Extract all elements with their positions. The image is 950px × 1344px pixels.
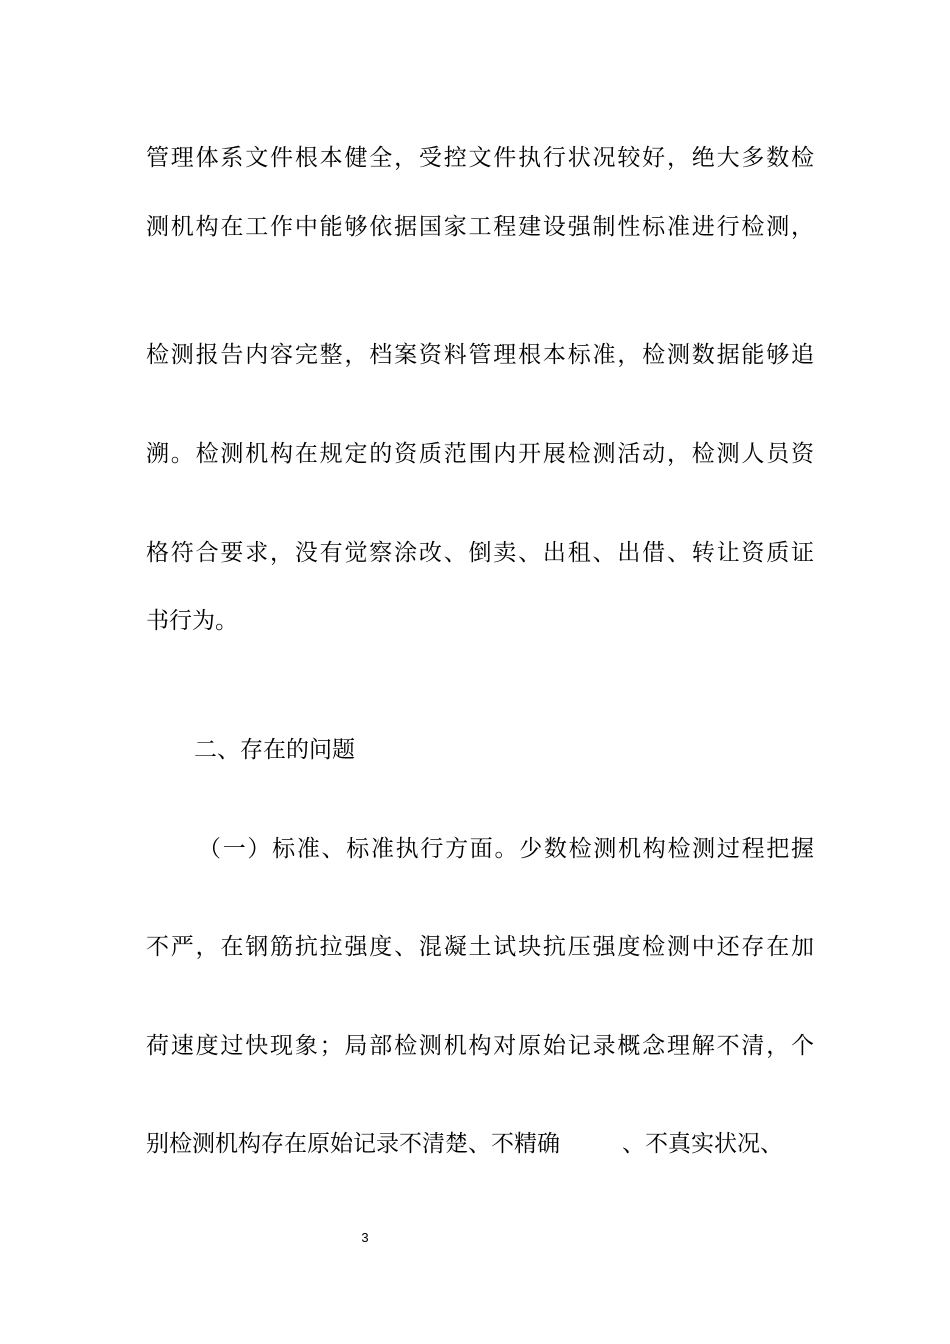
paragraph-line: 管理体系文件根本健全，受控文件执行状况较好，绝大多数检 xyxy=(146,145,814,171)
paragraph-line: 荷速度过快现象；局部检测机构对原始记录概念理解不清，个 xyxy=(146,1033,814,1059)
last-line-text-start: 别检测机构存在原始记录不清楚、不精确 xyxy=(146,1131,560,1157)
paragraph-line: 溯。检测机构在规定的资质范围内开展检测活动，检测人员资 xyxy=(146,441,814,467)
paragraph-line-last xyxy=(146,1129,783,1159)
section-heading: 二、存在的问题 xyxy=(194,737,355,763)
paragraph-line: 检测报告内容完整，档案资料管理根本标准，检测数据能够追 xyxy=(146,342,814,368)
paragraph-line: 不严，在钢筋抗拉强度、混凝土试块抗压强度检测中还存在加 xyxy=(146,934,814,960)
page-number: 3 xyxy=(361,1230,369,1245)
paragraph-line: （一）标准、标准执行方面。少数检测机构检测过程把握 xyxy=(198,836,814,862)
last-line-text-end: 、不真实状况、 xyxy=(622,1131,783,1157)
paragraph-line: 格符合要求，没有觉察涂改、倒卖、出租、出借、转让资质证 xyxy=(146,540,814,566)
paragraph-line: 书行为。 xyxy=(146,608,238,634)
paragraph-line: 测机构在工作中能够依据国家工程建设强制性标准进行检测， xyxy=(146,214,814,240)
